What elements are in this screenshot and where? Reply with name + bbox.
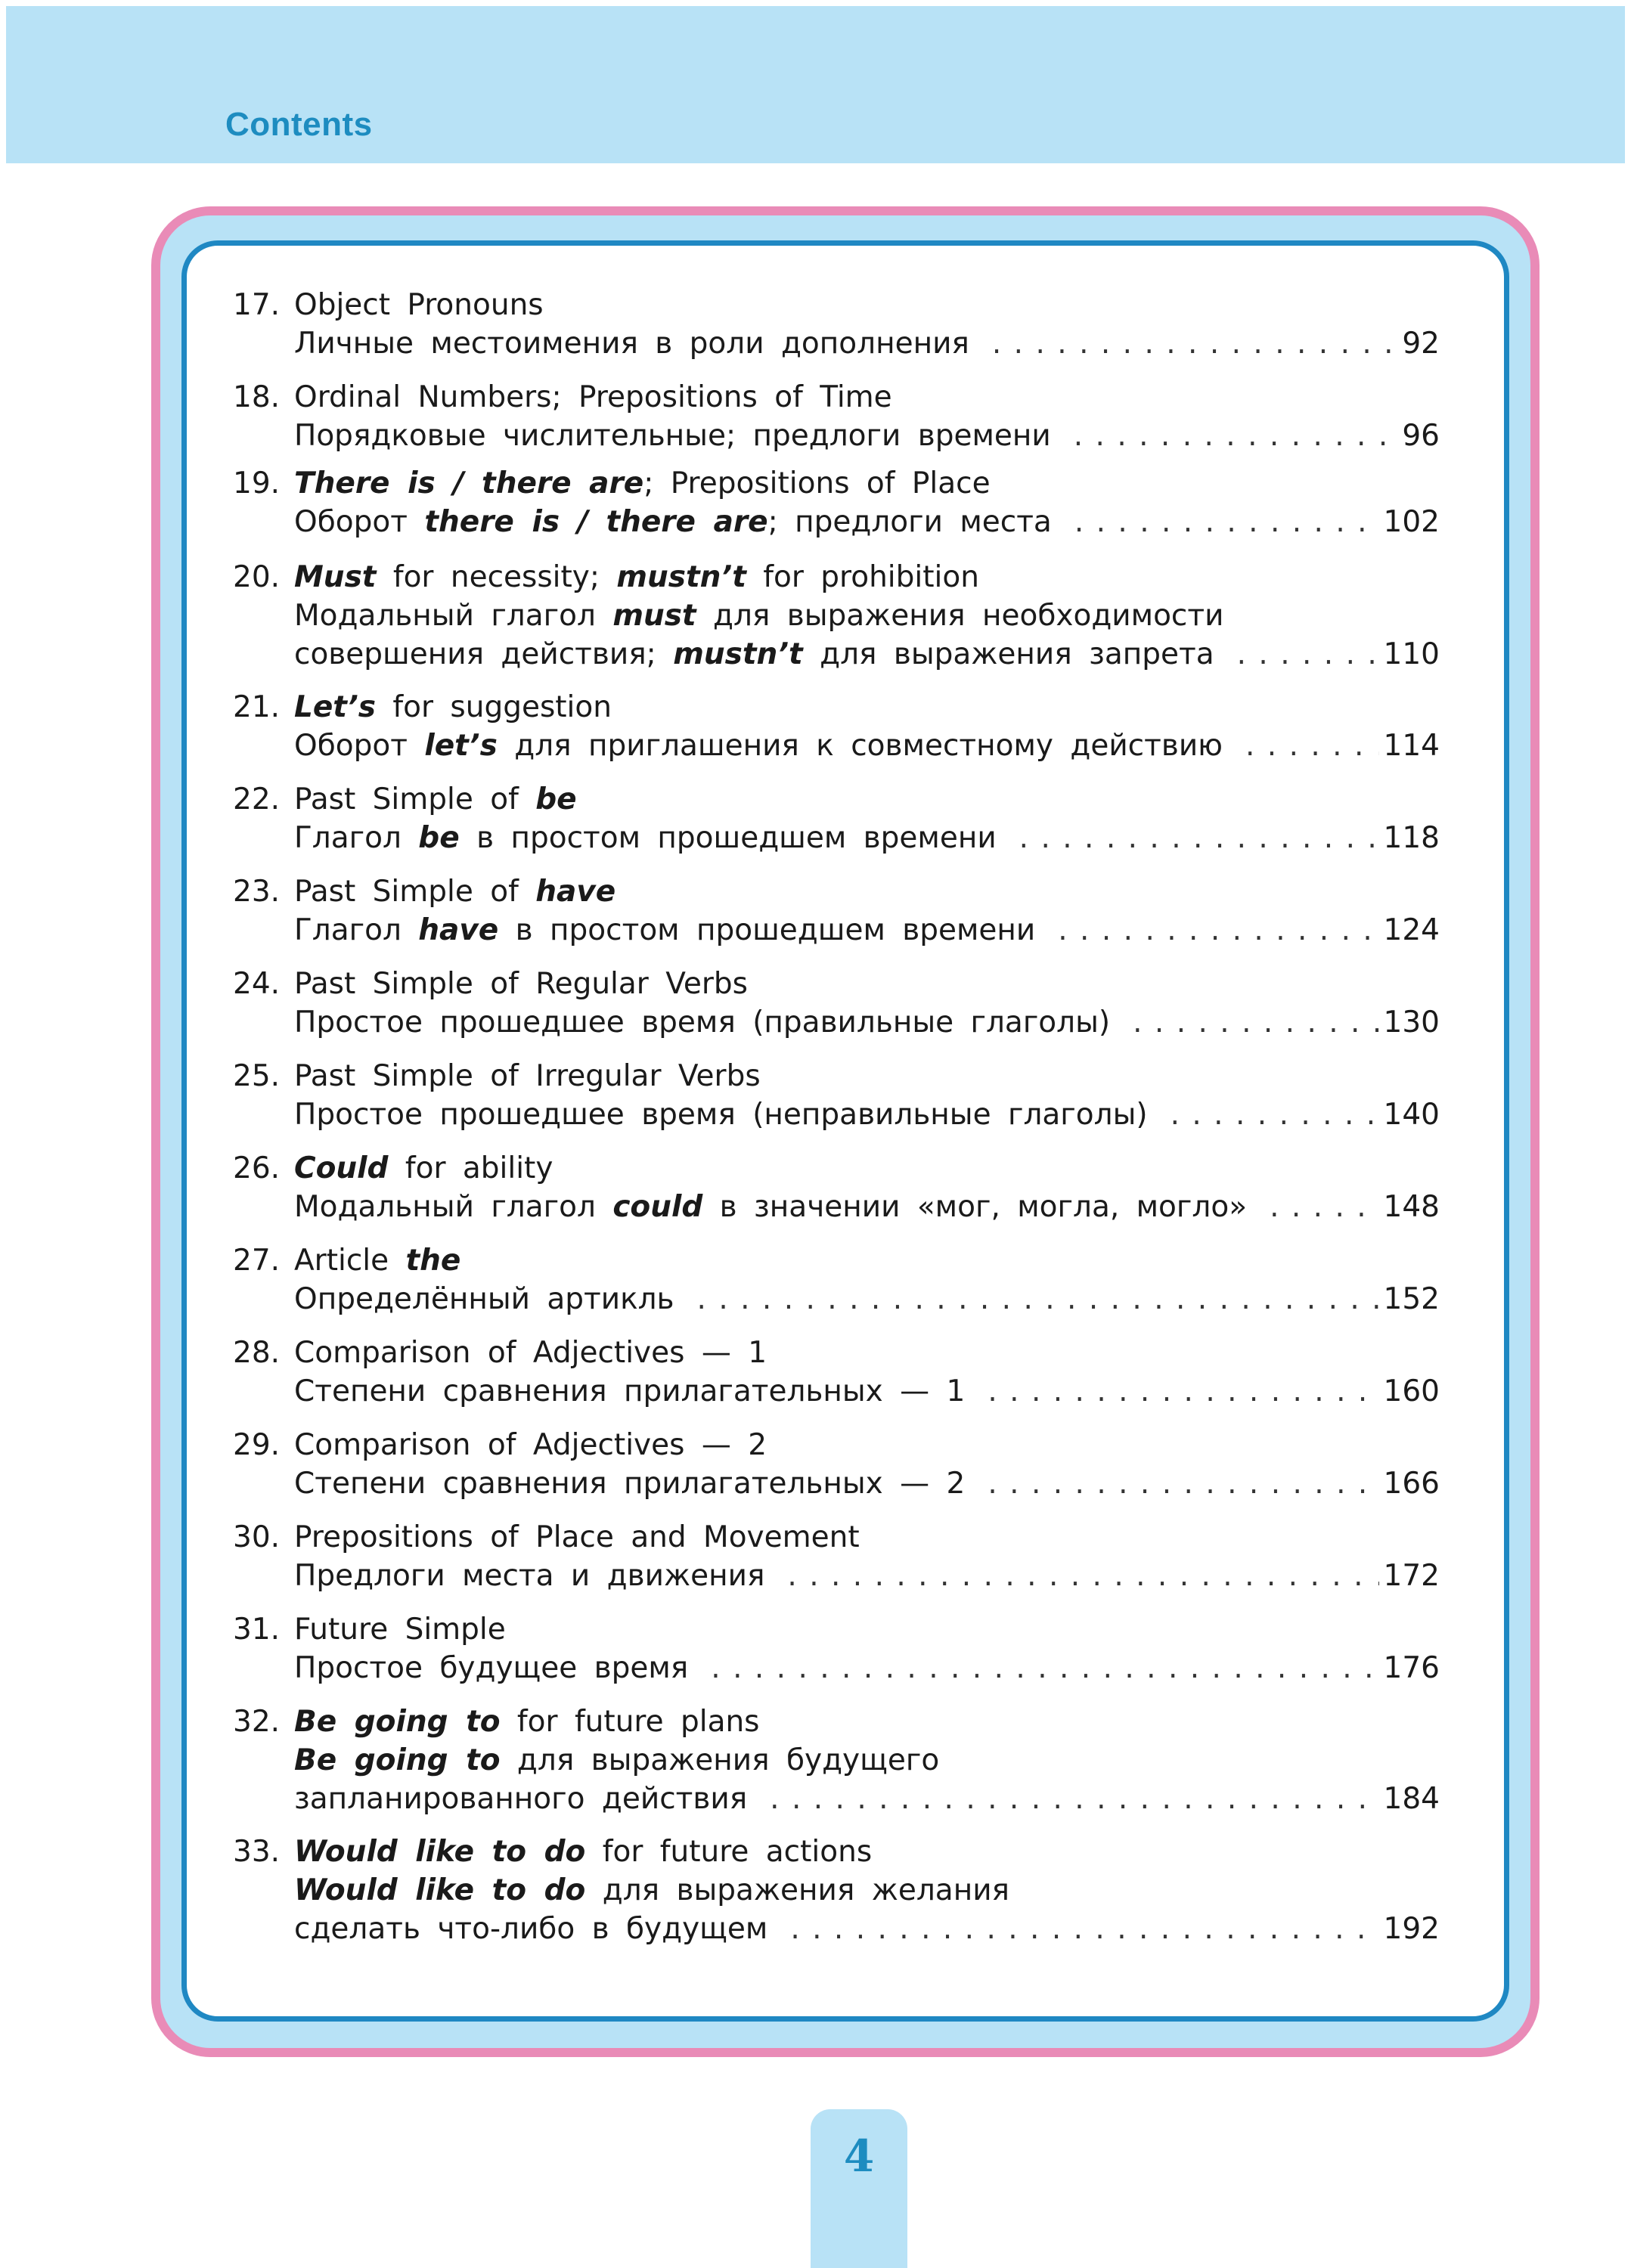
dot-leader [1133,1003,1378,1042]
text-segment: Оборот [294,729,425,763]
entry-title-ru-text [294,1372,965,1411]
text-segment: для выражения желания [585,1873,1010,1907]
dot-leader [1074,503,1379,541]
entry-title-ru-text [294,1095,1148,1134]
entry-title-ru-text [294,1280,674,1318]
text-segment: Предлоги места и движения [294,1559,765,1593]
text-segment: Простое прошедшее время (правильные глаголы) [294,1005,1111,1040]
entry-title-en [294,1057,761,1095]
text-segment: for suggestion [375,690,612,724]
entry-title-ru-text [294,1910,767,1948]
entry-title-ru [294,596,1223,635]
text-segment: Past Simple of Regular Verbs [294,967,748,1001]
page-ref: 92 [1402,327,1440,361]
dot-leader [992,324,1397,363]
text-segment: Модальный глагол [294,1190,613,1224]
grammar-term: Be going to [294,1743,501,1777]
entry-title-ru [294,1003,1440,1042]
text-segment: for necessity; [376,560,617,594]
text-segment: for future plans [500,1705,760,1739]
text-segment: ; предлоги места [767,505,1052,539]
entry-number: 27. [233,1244,281,1278]
text-segment: Степени сравнения прилагательных — 1 [294,1374,966,1408]
text-segment: Личные местоимения в роли дополнения [294,327,969,361]
text-segment: Article [294,1244,406,1278]
page-number: 4 [843,2130,875,2182]
entry-number: 31. [233,1613,281,1647]
entry-title-ru [294,1372,1440,1411]
dot-leader [1270,1188,1378,1226]
entry-title-ru-text [294,503,1052,541]
entry-number: 19. [233,466,281,500]
grammar-term: be [418,821,460,855]
text-segment: Past Simple of [294,875,536,909]
entry-title-ru [294,324,1440,363]
grammar-term: Could [294,1151,389,1185]
entry-title-ru [294,1910,1440,1948]
page-ref: 192 [1383,1912,1440,1946]
entry-number: 21. [233,690,281,724]
text-segment: for ability [388,1151,553,1185]
grammar-term: Must [294,560,377,594]
text-segment: for future actions [585,1835,873,1869]
entry-title-ru [294,911,1440,950]
text-segment: в простом прошедшем времени [498,913,1036,947]
grammar-term: Be going to [294,1705,501,1739]
entry-number: 24. [233,967,281,1001]
dot-leader [1019,819,1379,857]
page-ref: 114 [1383,729,1440,763]
entry-title-en [294,378,892,417]
dot-leader [711,1649,1378,1687]
page-ref: 102 [1383,505,1440,539]
grammar-term: the [405,1244,461,1278]
entry-title-ru-text [294,727,1223,765]
entry-title-ru [294,1095,1440,1134]
text-segment: совершения действия; [294,637,674,671]
page-ref: 166 [1383,1467,1440,1501]
entry-title-en [294,1833,872,1871]
entry-number: 29. [233,1428,281,1462]
entry-title-en [294,1703,760,1741]
grammar-term: must [612,599,696,633]
entry-title-ru-text [294,819,997,857]
entry-number: 17. [233,288,281,322]
text-segment: Порядковые числительные; предлоги времени [294,419,1051,453]
dot-leader [1171,1095,1379,1134]
dot-leader [988,1464,1378,1503]
entry-title-ru-text [294,1464,965,1503]
entry-title-en [294,1149,553,1188]
page-ref: 124 [1383,913,1440,947]
dot-leader [1245,727,1379,765]
dot-leader [1074,417,1398,455]
page-ref: 118 [1383,821,1440,855]
entry-title-ru-text [294,1557,764,1595]
entry-title-ru-text [294,1649,688,1687]
text-segment: Глагол [294,821,419,855]
entry-number: 33. [233,1835,281,1869]
grammar-term: be [535,782,577,816]
page-ref: 110 [1383,637,1440,671]
page-ref: 152 [1383,1282,1440,1316]
text-segment: for prohibition [746,560,979,594]
grammar-term: have [535,875,616,909]
text-segment: Comparison of Adjectives — 2 [294,1428,767,1462]
entry-title-ru-text [294,1780,747,1818]
entry-title-en [294,1610,506,1649]
dot-leader [1058,911,1378,950]
entry-title-ru [294,1649,1440,1687]
entry-title-ru-text [294,635,1214,674]
text-segment: Определённый артикль [294,1282,674,1316]
entry-title-ru-text [294,1003,1110,1042]
dot-leader [697,1280,1379,1318]
text-segment: для выражения необходимости [696,599,1224,633]
page-ref: 160 [1383,1374,1440,1408]
entry-title-ru [294,417,1440,455]
text-segment: Future Simple [294,1613,506,1647]
entry-title-ru-text [294,911,1035,950]
page-ref: 148 [1383,1190,1440,1224]
page-title: Contents [225,106,373,143]
page-ref: 130 [1383,1005,1440,1040]
text-segment: Оборот [294,505,425,539]
entry-title-en [294,1426,767,1464]
dot-leader [988,1372,1378,1411]
dot-leader [787,1557,1378,1595]
entry-title-en [294,286,544,324]
text-segment: Past Simple of Irregular Verbs [294,1059,761,1093]
text-segment: для выражения будущего [500,1743,940,1777]
entry-title-ru [294,727,1440,765]
entry-title-en [294,1241,460,1280]
entry-number: 22. [233,782,281,816]
text-segment: Модальный глагол [294,599,613,633]
text-segment: запланированного действия [294,1782,748,1816]
text-segment: Prepositions of Place and Movement [294,1520,860,1554]
entry-number: 28. [233,1336,281,1370]
grammar-term: Let’s [294,690,376,724]
text-segment: Степени сравнения прилагательных — 2 [294,1467,966,1501]
entry-number: 20. [233,560,281,594]
text-segment: Ordinal Numbers; Prepositions of Time [294,380,892,414]
text-segment: сделать что-либо в будущем [294,1912,768,1946]
page-ref: 140 [1383,1098,1440,1132]
page-ref: 184 [1383,1782,1440,1816]
text-segment: Past Simple of [294,782,536,816]
entry-title-ru [294,1188,1440,1226]
grammar-term: have [418,913,499,947]
entry-title-ru [294,1780,1440,1818]
entry-title-ru [294,819,1440,857]
entry-number: 18. [233,380,281,414]
entry-title-ru [294,503,1440,541]
page-ref: 96 [1402,419,1440,453]
text-segment: Object Pronouns [294,288,544,322]
grammar-term: mustn’t [616,560,746,594]
entry-number: 25. [233,1059,281,1093]
dot-leader [1237,635,1379,674]
entry-title-ru [294,635,1440,674]
grammar-term: Would like to do [294,1873,586,1907]
entry-title-en [294,688,612,727]
entry-title-en [294,1518,860,1557]
grammar-term: Would like to do [294,1835,586,1869]
grammar-term: could [612,1190,703,1224]
page-ref: 172 [1383,1559,1440,1593]
dot-leader [790,1910,1378,1948]
entry-title-en [294,1334,767,1372]
grammar-term: There is / there are [294,466,644,500]
text-segment: Глагол [294,913,419,947]
grammar-term: there is / there are [424,505,768,539]
entry-number: 30. [233,1520,281,1554]
text-segment: Простое прошедшее время (неправильные глаголы) [294,1098,1148,1132]
text-segment: для выражения запрета [802,637,1214,671]
text-segment: для приглашения к совместному действию [497,729,1223,763]
text-segment: Простое будущее время [294,1651,689,1685]
entry-title-en [294,872,616,911]
entry-title-en [294,780,577,819]
entry-title-en [294,464,991,503]
text-segment: Comparison of Adjectives — 1 [294,1336,767,1370]
entry-title-ru [294,1741,939,1780]
entry-title-ru-text [294,1188,1247,1226]
grammar-term: mustn’t [673,637,803,671]
entry-number: 32. [233,1705,281,1739]
entry-title-ru [294,1280,1440,1318]
page-ref: 176 [1383,1651,1440,1685]
entry-title-en [294,558,979,596]
dot-leader [770,1780,1378,1818]
text-segment: в значении «мог, могла, могло» [702,1190,1248,1224]
entry-title-ru-text [294,324,969,363]
entry-title-en [294,965,748,1003]
entry-number: 23. [233,875,281,909]
entry-title-ru [294,1557,1440,1595]
entry-number: 26. [233,1151,281,1185]
text-segment: ; Prepositions of Place [643,466,991,500]
entry-title-ru [294,1464,1440,1503]
grammar-term: let’s [424,729,498,763]
entry-title-ru-text [294,417,1051,455]
entry-title-ru [294,1871,1009,1910]
text-segment: в простом прошедшем времени [459,821,997,855]
